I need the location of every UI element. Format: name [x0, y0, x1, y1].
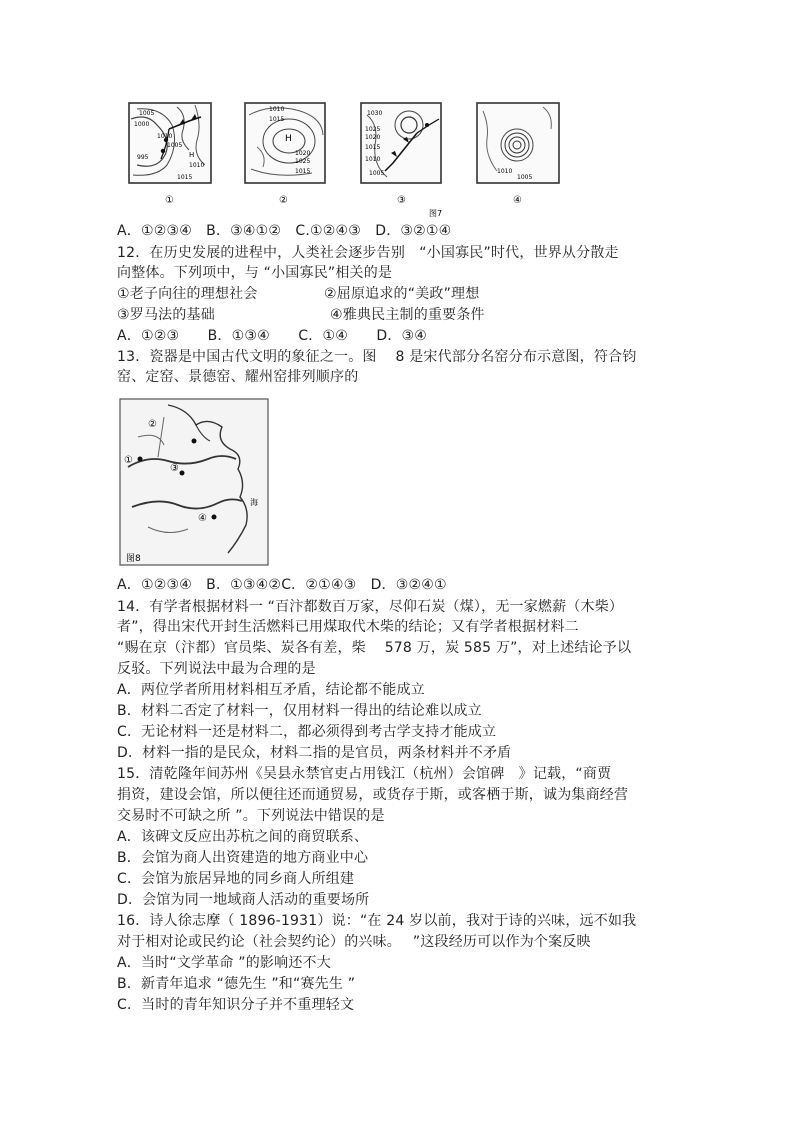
q14-stem: 反驳。下列说法中最为合理的是 — [117, 661, 316, 677]
map-label-3: ③ — [397, 195, 406, 206]
q12-item: ①老子向往的理想社会 — [117, 286, 258, 302]
q16-option-a: A．当时“文学革命 ”的影响还不大 — [117, 955, 331, 971]
q15-option-c: C．会馆为旅居异地的同乡商人所组建 — [117, 871, 355, 887]
kiln-label-2: ② — [148, 419, 157, 430]
isobar-label: 1015 — [269, 116, 285, 123]
kiln-label-3: ③ — [170, 463, 179, 474]
q11-options: A．①②③④ B．③④①② C.①②④③ D．③②①④ — [117, 223, 452, 239]
isobar-label: 1020 — [295, 150, 311, 157]
q16-option-b: B．新青年追求 “德先生 ”和“赛先生 ” — [117, 976, 356, 992]
q15-option-b: B．会馆为商人出资建造的地方商业中心 — [117, 850, 369, 866]
q12-item: ③罗马法的基础 — [117, 307, 215, 323]
map-label-4: ④ — [513, 195, 522, 206]
high-pressure-label: H — [189, 151, 195, 159]
q15-option-d: D．会馆为同一地域商人活动的重要场所 — [117, 892, 370, 908]
q14-option-a: A．两位学者所用材料相互矛盾，结论都不能成立 — [117, 682, 425, 698]
sea-label: 海 — [250, 498, 258, 507]
q15-stem: 15．清乾隆年间苏州《吴县永禁官吏占用钱江（杭州）会馆碑 》记载，“商贾 — [117, 766, 612, 782]
isobar-label: 995 — [137, 154, 149, 161]
weather-map-3 — [361, 103, 441, 206]
figure-7-weather-maps — [117, 95, 577, 220]
isobar-label: 1005 — [369, 170, 385, 177]
isobar-label: 1020 — [365, 134, 381, 141]
isobar-label: 1025 — [365, 126, 381, 133]
q14-stem: 者”，得出宋代开封生活燃料已用煤取代木柴的结论；又有学者根据材料二 — [117, 619, 579, 635]
isobar-label: 1010 — [365, 156, 381, 163]
isobar-label: 1010 — [497, 168, 513, 175]
q12-item: ②屈原追求的“美政”理想 — [324, 286, 480, 302]
kiln-label-4: ④ — [198, 513, 207, 524]
q14-option-c: C．无论材料一还是材料二，都必须得到考古学支持才能成立 — [117, 724, 497, 740]
q15-stem: 交易时不可缺之所 ”。下列说法中错误的是 — [117, 808, 385, 824]
isobar-label: 1005 — [167, 142, 183, 149]
q14-stem: “赐在京（汴都）官员柴、炭各有差，柴 578 万，炭 585 万”，对上述结论予以 — [117, 640, 632, 656]
isobar-label: 1015 — [177, 174, 193, 181]
q12-stem: 12．在历史发展的进程中，人类社会逐步告别 “小国寡民”时代，世界从分散走 — [117, 245, 619, 261]
figure-8-kiln-map — [118, 397, 270, 567]
isobar-label: 1015 — [365, 144, 381, 151]
q16-stem: 16．诗人徐志摩（ 1896-1931）说：“在 24 岁以前，我对于诗的兴味，远不如我 — [117, 913, 637, 929]
weather-map-2 — [245, 103, 325, 206]
map-label-2: ② — [279, 195, 288, 206]
isobar-label: 1005 — [139, 110, 155, 117]
isobar-label: 1005 — [517, 174, 533, 181]
figure-7-caption: 图7 — [429, 209, 443, 218]
q13-stem: 窑、定窑、景德窑、耀州窑排列顺序的 — [117, 369, 359, 385]
high-pressure-label: H — [285, 134, 292, 144]
map-label-1: ① — [165, 195, 174, 206]
q14-option-b: B．材料二否定了材料一，仅用材料一得出的结论难以成立 — [117, 703, 482, 719]
isobar-label: 1010 — [189, 162, 205, 169]
isobar-label: 1025 — [295, 158, 311, 165]
isobar-label: 1015 — [295, 168, 311, 175]
q12-stem: 向整体。下列项中，与 “小国寡民”相关的是 — [117, 265, 393, 281]
q13-options: A．①②③④ B．①③④②C．②①④③ D．③②④① — [117, 577, 447, 593]
q14-option-d: D．材料一指的是民众，材料二指的是官员，两条材料并不矛盾 — [117, 745, 512, 761]
q12-options: A．①②③ B．①③④ C．①④ D．③④ — [117, 328, 428, 344]
q14-stem: 14．有学者根据材料一 “百汴都数百万家，尽仰石炭（煤），无一家燃薪（木柴） — [117, 599, 624, 615]
isobar-label: 1030 — [367, 110, 383, 117]
q12-item: ④雅典民主制的重要条件 — [330, 307, 485, 323]
q15-option-a: A．该碑文反应出苏杭之间的商贸联系、 — [117, 829, 369, 845]
weather-map-4 — [477, 103, 559, 206]
kiln-label-1: ① — [124, 455, 133, 466]
figure-8-caption: 图8 — [126, 554, 141, 564]
q13-stem: 13．瓷器是中国古代文明的象征之一。图 8 是宋代部分名窑分布示意图，符合钧 — [117, 349, 637, 365]
q15-stem: 捐资，建设会馆，所以便往还而通贸易，或货存于斯，或客栖于斯，诚为集商经营 — [117, 787, 629, 803]
q16-option-c: C．当时的青年知识分子并不重理轻文 — [117, 997, 355, 1013]
weather-map-1 — [129, 103, 211, 206]
isobar-label: 1010 — [157, 133, 173, 140]
q16-stem: 对于相对论或民约论（社会契约论）的兴味。 ”这段经历可以作为个案反映 — [117, 934, 591, 950]
isobar-label: 1000 — [134, 121, 150, 128]
isobar-label: 1010 — [269, 106, 285, 113]
